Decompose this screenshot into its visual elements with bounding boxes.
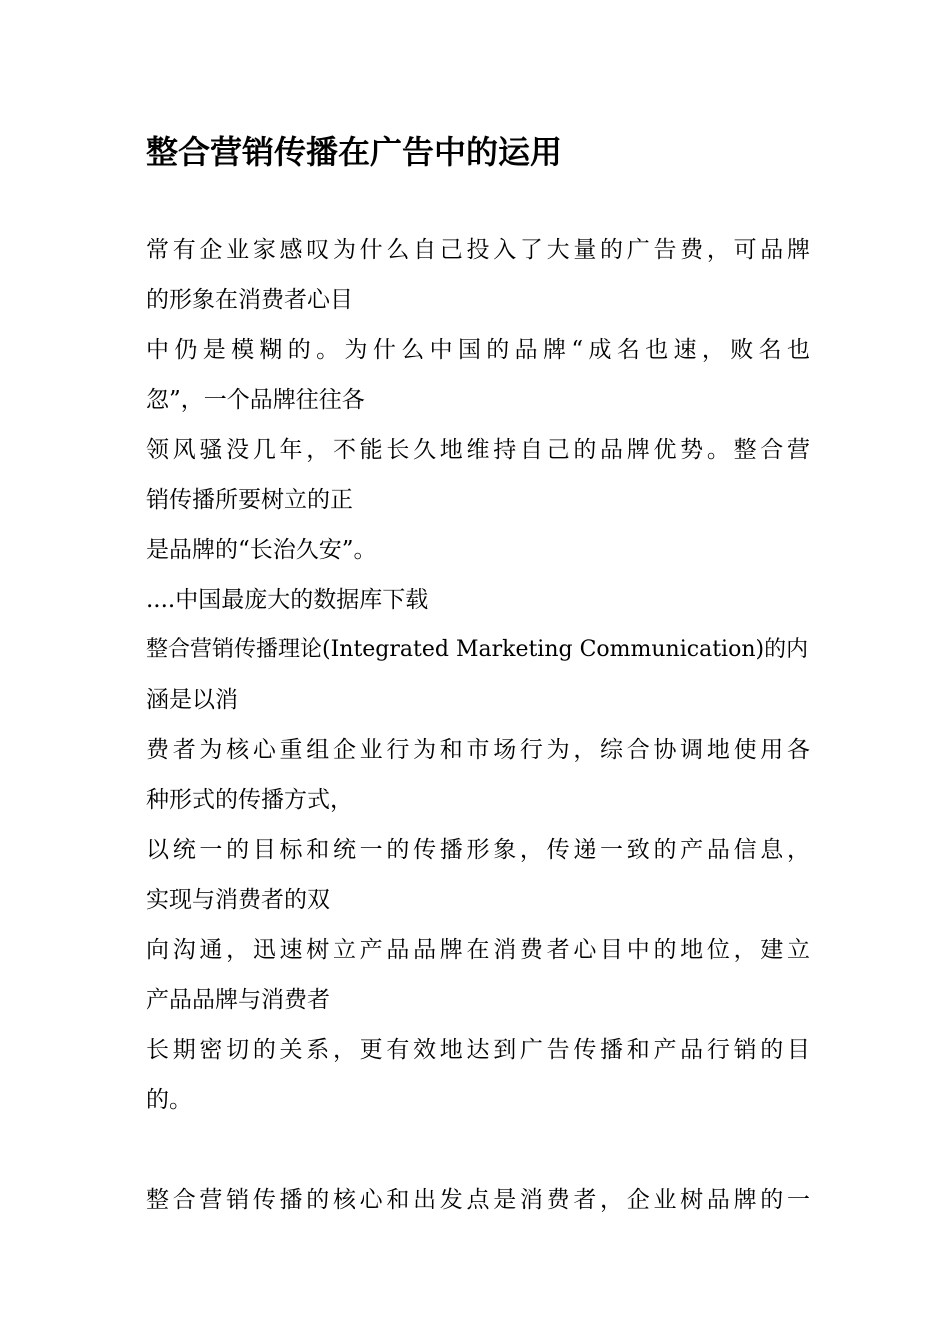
text-line: 的。 [146,1087,192,1113]
text-line: 涵是以消 [146,687,238,713]
text-line: 忽”，一个品牌往往各 [146,387,365,413]
page-title: 整合营销传播在广告中的运用 [146,133,563,171]
text-line: 中仍是模糊的。为什么中国的品牌“成名也速，败名也 [146,337,810,363]
text-line: 是品牌的“长治久安”。 [146,537,377,563]
text-line: 向沟通，迅速树立产品品牌在消费者心目中的地位，建立 [146,937,810,963]
text-line: 的形象在消费者心目 [146,287,353,313]
text-line: 费者为核心重组企业行为和市场行为，综合协调地使用各 [146,737,810,763]
document-body [146,225,810,1225]
text-line: 常有企业家感叹为什么自己投入了大量的广告费，可品牌 [146,237,810,263]
text-line: ....中国最庞大的数据库下载 [146,587,429,613]
text-line: 以统一的目标和统一的传播形象，传递一致的产品信息， [146,837,810,863]
text-line: 产品品牌与消费者 [146,987,330,1013]
text-line: 种形式的传播方式， [146,787,353,813]
text-line: 实现与消费者的双 [146,887,330,913]
text-line: 整合营销传播的核心和出发点是消费者，企业树品牌的一 [146,1187,810,1213]
text-line: 整合营销传播理论(Integrated Marketing Communication)的内 [146,637,809,662]
blank-line [146,1125,810,1175]
text-line: 领风骚没几年，不能长久地维持自己的品牌优势。整合营 [146,437,810,463]
text-line: 长期密切的关系，更有效地达到广告传播和产品行销的目 [146,1037,810,1063]
text-line: 销传播所要树立的正 [146,487,353,513]
